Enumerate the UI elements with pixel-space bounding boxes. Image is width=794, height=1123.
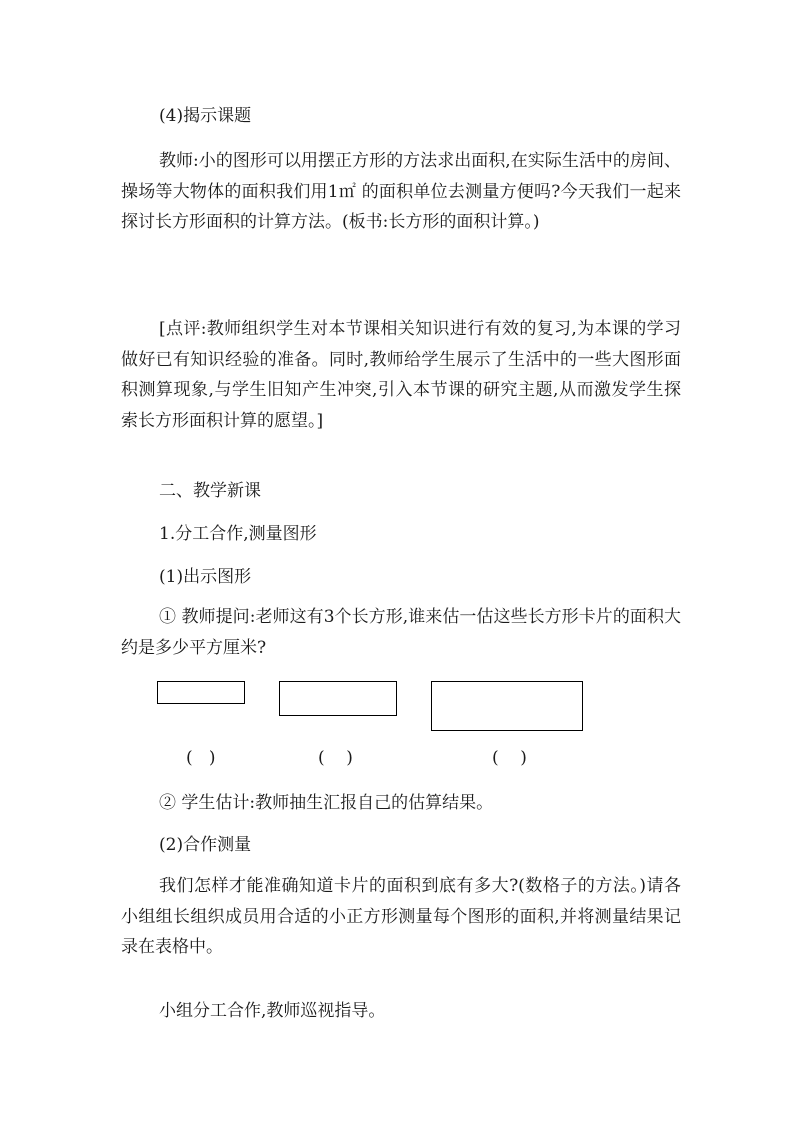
paragraph-comment: [点评:教师组织学生对本节课相关知识进行有效的复习,为本课的学习做好已有知识经验的准备。同时,教师给学生展示了生活中的一些大图形面积测算现象,与学生旧知产生冲突,引入本节课的研究主题,从而激发学生探索长方形面积计算的愿望。]: [121, 319, 681, 431]
subheading-cooperative-measurement: (2)合作测量: [159, 835, 252, 855]
answer-blank-2: ( ): [318, 748, 353, 768]
paragraph-group-work: 小组分工合作,教师巡视指导。: [159, 1001, 386, 1021]
paragraph-teacher-question: ① 教师提问:老师这有3个长方形,谁来估一估这些长方形卡片的面积大约是多少平方厘米?: [121, 607, 681, 658]
heading-reveal-topic: (4)揭示课题: [159, 106, 252, 126]
section-heading-new-lesson: 二、教学新课: [159, 481, 261, 501]
answer-blank-1: ( ): [186, 748, 216, 768]
paragraph-student-estimate: ② 学生估计:教师抽生汇报自己的估算结果。: [159, 793, 494, 813]
rectangle-card-medium: [279, 681, 397, 716]
item-heading-cooperate-measure: 1.分工合作,测量图形: [159, 524, 317, 544]
rectangle-card-small: [157, 681, 245, 704]
paragraph-measure-method: 我们怎样才能准确知道卡片的面积到底有多大?(数格子的方法。)请各小组组长组织成员用合适的小正方形测量每个图形的面积,并将测量结果记录在表格中。: [121, 876, 681, 957]
paragraph-teacher-intro: 教师:小的图形可以用摆正方形的方法求出面积,在实际生活中的房间、操场等大物体的面积我们用1㎡ 的面积单位去测量方便吗?今天我们一起来探讨长方形面积的计算方法。(板书:长方形的面积计算。): [121, 151, 681, 232]
subheading-show-figures: (1)出示图形: [159, 567, 252, 587]
rectangle-card-large: [431, 681, 583, 731]
answer-blank-3: ( ): [492, 748, 527, 768]
